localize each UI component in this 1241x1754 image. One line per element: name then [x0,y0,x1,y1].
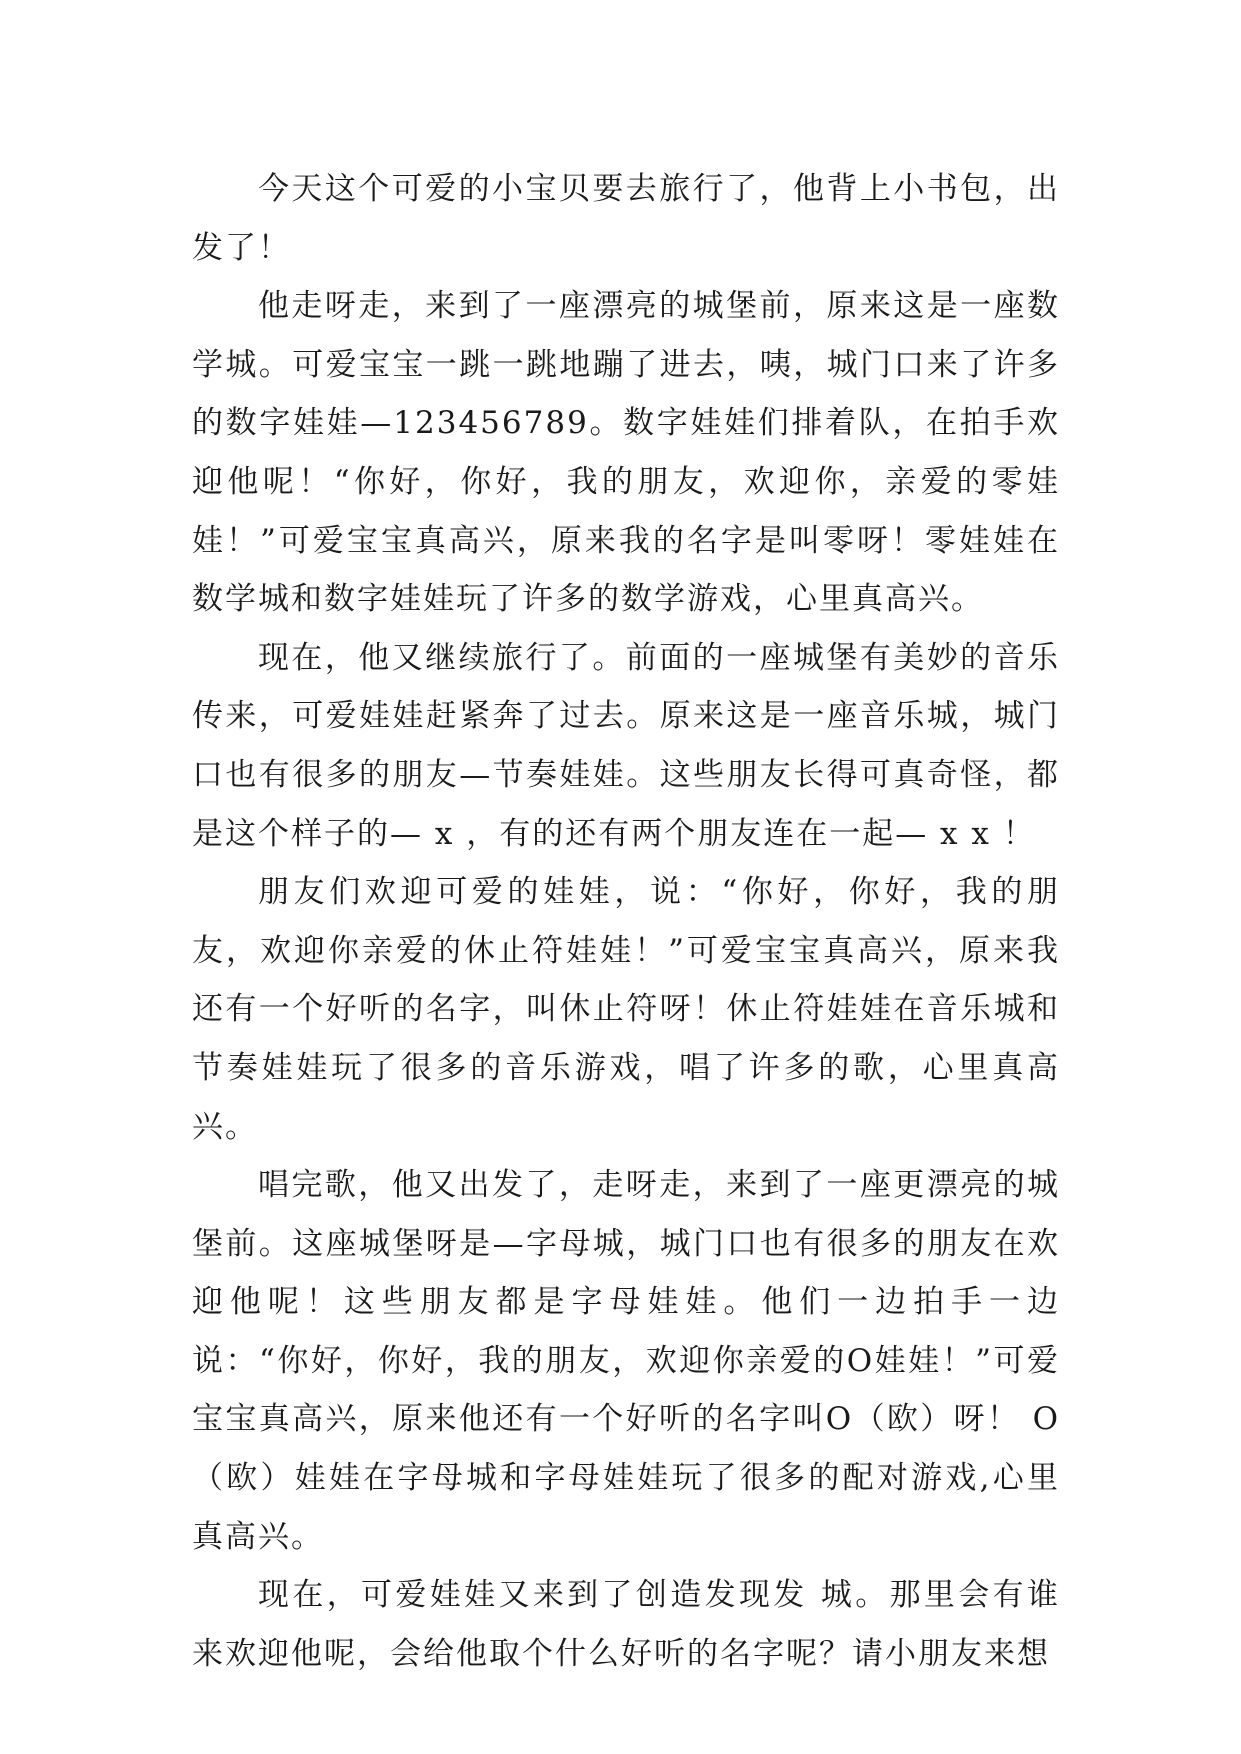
paragraph: 今天这个可爱的小宝贝要去旅行了，他背上小书包，出发了！ [192,171,1060,266]
paragraph: 现在，可爱娃娃又来到了创造发现发 城。那里会有谁来欢迎他呢，会给他取个什么好听的名字呢？请小朋友来想 [192,1577,1060,1672]
paragraph: 唱完歌，他又出发了，走呀走，来到了一座更漂亮的城堡前。这座城堡呀是—字母城，城门口也有很多的朋友在欢迎他呢！这些朋友都是字母娃娃。他们一边拍手一边说：“你好，你好，我的朋友，欢迎你亲爱的O娃娃！”可爱宝宝真高兴，原来他还有一个好听的名字叫O（欧）呀！ O（欧）娃娃在字母城和字母娃娃玩了很多的配对游戏,心里真高兴。 [192,1167,1060,1555]
document-body [192,160,1060,1683]
paragraph: 现在，他又继续旅行了。前面的一座城堡有美妙的音乐传来，可爱娃娃赶紧奔了过去。原来这是一座音乐城，城门口也有很多的朋友—节奏娃娃。这些朋友长得可真奇怪，都是这个样子的— x ，有的还有两个朋友连在一起— x x ！ [192,639,1060,852]
paragraph: 他走呀走，来到了一座漂亮的城堡前，原来这是一座数学城。可爱宝宝一跳一跳地蹦了进去，咦，城门口来了许多的数字娃娃—123456789。数字娃娃们排着队，在拍手欢迎他呢！“你好，你好，我的朋友，欢迎你，亲爱的零娃娃！”可爱宝宝真高兴，原来我的名字是叫零呀！零娃娃在数学城和数字娃娃玩了许多的数学游戏，心里真高兴。 [192,288,1060,618]
paragraph: 朋友们欢迎可爱的娃娃，说：“你好，你好，我的朋友，欢迎你亲爱的休止符娃娃！”可爱宝宝真高兴，原来我还有一个好听的名字，叫休止符呀！休止符娃娃在音乐城和节奏娃娃玩了很多的音乐游戏，唱了许多的歌，心里真高兴。 [192,874,1060,1145]
